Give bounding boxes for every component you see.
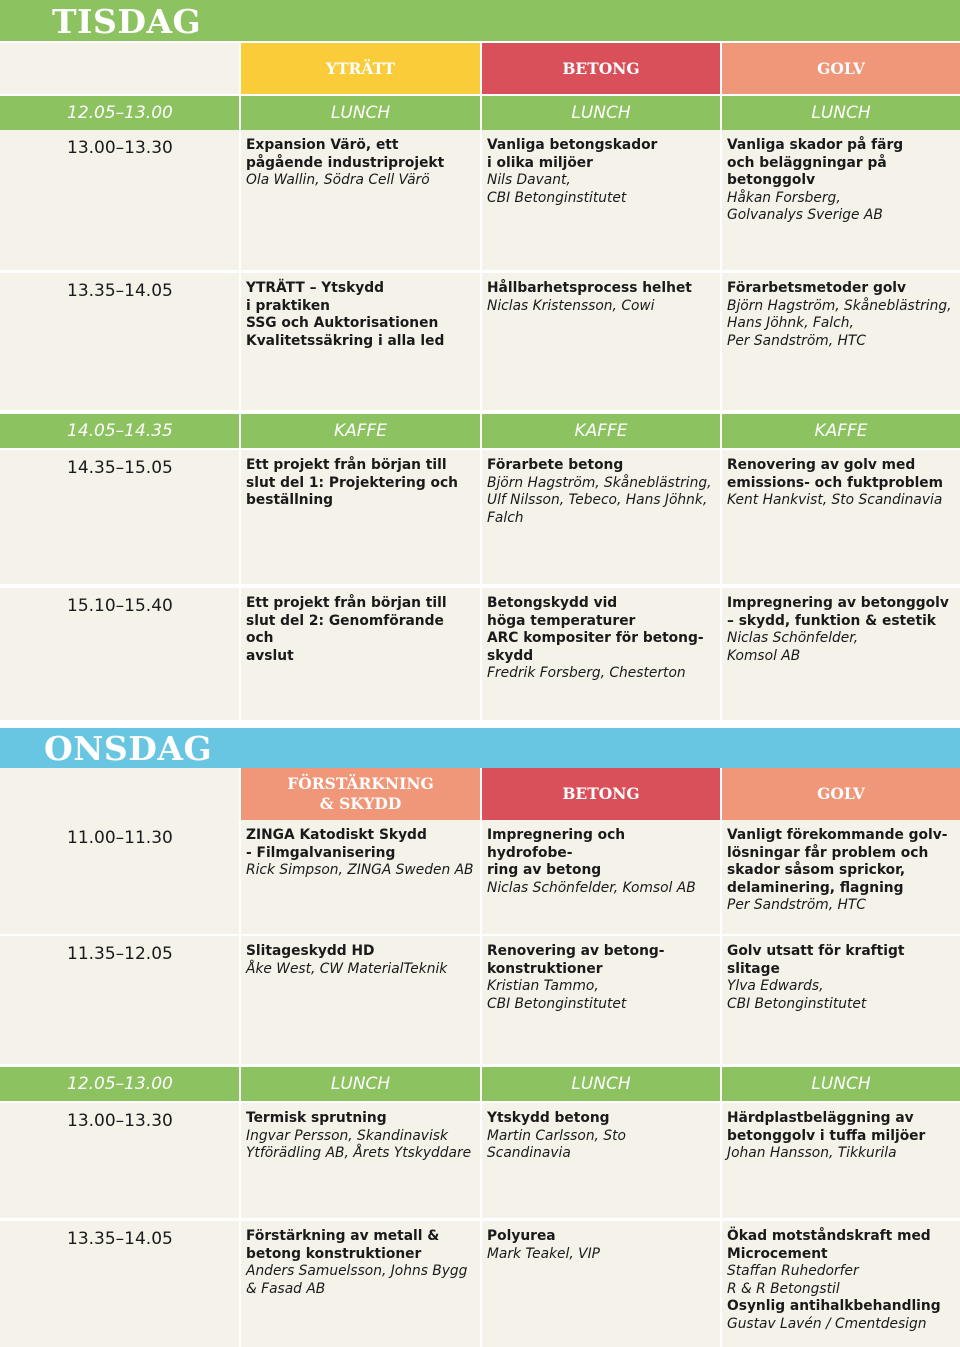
session-row	[0, 820, 960, 934]
speaker-line: CBI Betonginstitutet	[487, 995, 627, 1012]
speaker-line: & Fasad AB	[246, 1280, 326, 1297]
speaker-line: Komsol AB	[727, 647, 801, 664]
session-title-line: Vanliga betongskador	[487, 137, 658, 153]
track-header-line: FÖRSTÄRKNING	[287, 774, 434, 793]
session-title-line: Hållbarhetsprocess helhet	[487, 280, 692, 296]
speaker-line: Ytförädling AB, Årets Ytskyddare	[246, 1145, 472, 1162]
session-title-line: avslut	[246, 647, 294, 664]
session-title-line: Härdplastbeläggning av	[727, 1110, 914, 1126]
header-empty-cell	[0, 768, 241, 820]
session-row	[0, 588, 960, 720]
session-cell	[482, 1103, 722, 1218]
speaker-line: Niclas Schönfelder,	[727, 630, 859, 647]
session-title-line: Förstärkning av metall &	[246, 1228, 440, 1244]
session-cell	[482, 130, 722, 270]
speaker-line: Ylva Edwards,	[727, 978, 824, 995]
speaker-line: Johan Hansson, Tikkurila	[727, 1145, 897, 1162]
session-cell	[241, 130, 482, 270]
track-header-row	[0, 43, 960, 94]
session-cell	[482, 936, 722, 1064]
speaker-line: Åke West, CW MaterialTeknik	[246, 960, 448, 977]
session-title-line: Termisk sprutning	[246, 1110, 387, 1126]
session-title-line: SSG och Auktorisationen	[246, 315, 439, 332]
track-header-forstarkning	[241, 768, 482, 820]
session-row	[0, 273, 960, 410]
speaker-line: Per Sandström, HTC	[727, 897, 866, 914]
session-title-line: – skydd, funktion & estetik	[727, 612, 936, 629]
lunch-label: LUNCH	[482, 96, 722, 130]
session-title-line: Förarbete betong	[487, 457, 624, 473]
session-title-line: skydd	[487, 647, 534, 664]
day-banner-onsdag	[0, 728, 960, 768]
session-title-line: Impregnering och hydrofobe-	[487, 827, 626, 861]
lunch-row	[0, 1067, 960, 1101]
kaffe-label: KAFFE	[482, 414, 722, 448]
speaker-line: Gustav Lavén / Cmentdesign	[727, 1315, 927, 1332]
session-title-line: betong konstruktioner	[246, 1245, 422, 1262]
speaker-line: Golvanalys Sverige AB	[727, 207, 883, 224]
speaker-line: Ulf Nilsson, Tebeco, Hans Jöhnk,	[487, 492, 708, 509]
session-title-line: - Filmgalvanisering	[246, 844, 396, 861]
speaker-line: Anders Samuelsson, Johns Bygg	[246, 1263, 468, 1280]
lunch-label: LUNCH	[241, 96, 482, 130]
speaker-line: Hans Jöhnk, Falch,	[727, 315, 854, 332]
time-slot: 15.10–15.40	[0, 588, 241, 720]
track-header-betong: BETONG	[482, 768, 722, 820]
speaker-line: Björn Hagström, Skåneblästring,	[487, 474, 712, 491]
speaker-line: Rick Simpson, ZINGA Sweden AB	[246, 862, 474, 879]
session-cell	[241, 588, 482, 720]
session-cell	[241, 1103, 482, 1218]
session-title-line: Ökad motståndskraft med	[727, 1228, 931, 1244]
lunch-label: LUNCH	[482, 1067, 722, 1101]
session-title-line: Microcement	[727, 1245, 828, 1262]
session-title-line: Impregnering av betonggolv	[727, 595, 949, 611]
session-row	[0, 450, 960, 584]
session-title-line: beställning	[246, 492, 334, 509]
day-banner-tisdag	[0, 0, 960, 41]
speaker-line: Per Sandström, HTC	[727, 332, 866, 349]
lunch-time: 12.05–13.00	[0, 96, 241, 130]
speaker-line: R & R Betongstil	[727, 1280, 840, 1297]
session-title-line: delaminering, flagning	[727, 879, 904, 896]
session-row	[0, 936, 960, 1064]
day-title: ONSDAG	[44, 729, 213, 768]
speaker-line: Mark Teakel, VIP	[487, 1245, 600, 1262]
session-row	[0, 1103, 960, 1218]
session-title-line: ZINGA Katodiskt Skydd	[246, 827, 427, 843]
speaker-line: Niclas Kristensson, Cowi	[487, 297, 655, 314]
kaffe-label: KAFFE	[241, 414, 482, 448]
time-slot: 11.35–12.05	[0, 936, 241, 1064]
speaker-line: Falch	[487, 509, 524, 526]
session-cell	[722, 273, 960, 410]
kaffe-label: KAFFE	[722, 414, 960, 448]
lunch-label: LUNCH	[241, 1067, 482, 1101]
speaker-line: Ingvar Persson, Skandinavisk	[246, 1127, 448, 1144]
track-header-betong: BETONG	[482, 43, 722, 94]
session-cell	[482, 273, 722, 410]
session-title-line: i olika miljöer	[487, 154, 593, 171]
session-title-line: och beläggningar på	[727, 154, 887, 171]
time-slot: 11.00–11.30	[0, 820, 241, 934]
session-title-line: slut del 2: Genomförande och	[246, 612, 444, 647]
session-title-line: Slitageskydd HD	[246, 943, 375, 959]
speaker-line: Nils Davant,	[487, 172, 571, 189]
track-header-row	[0, 768, 960, 820]
kaffe-row	[0, 414, 960, 448]
session-cell	[241, 936, 482, 1064]
session-cell	[482, 588, 722, 720]
session-cell	[722, 130, 960, 270]
session-cell	[241, 1221, 482, 1347]
time-slot: 13.35–14.05	[0, 1221, 241, 1347]
speaker-line: Kent Hankvist, Sto Scandinavia	[727, 492, 943, 509]
session-title-line: Ytskydd betong	[487, 1110, 610, 1126]
session-title-line: Förarbetsmetoder golv	[727, 280, 907, 296]
lunch-time: 12.05–13.00	[0, 1067, 241, 1101]
session-cell	[482, 1221, 722, 1347]
lunch-label: LUNCH	[722, 96, 960, 130]
day-title: TISDAG	[52, 2, 202, 41]
session-cell	[482, 450, 722, 584]
session-row	[0, 1221, 960, 1347]
session-title-line: Expansion Värö, ett	[246, 137, 399, 153]
session-row	[0, 130, 960, 270]
session-title-line: i praktiken	[246, 297, 331, 314]
session-cell	[722, 1221, 960, 1347]
session-title-line: skador såsom sprickor,	[727, 862, 906, 879]
session-title-line: Ett projekt från början till	[246, 595, 447, 611]
session-title-line: Renovering av betong-	[487, 943, 665, 959]
session-cell	[722, 1103, 960, 1218]
track-header-ytratt: YTRÄTT	[241, 43, 482, 94]
session-title-line: Betongskydd vid	[487, 595, 618, 611]
session-title-line: betonggolv i tuffa miljöer	[727, 1127, 926, 1144]
session-cell	[241, 820, 482, 934]
session-title-line: ring av betong	[487, 862, 602, 879]
speaker-line: Björn Hagström, Skåneblästring,	[727, 297, 952, 314]
speaker-line: Kristian Tammo,	[487, 978, 599, 995]
track-header-golv: GOLV	[722, 43, 960, 94]
speaker-line: CBI Betonginstitutet	[487, 189, 627, 206]
speaker-line: Martin Carlsson, Sto Scandinavia	[487, 1127, 626, 1162]
track-header-golv: GOLV	[722, 768, 960, 820]
session-title-line: ARC kompositer för betong-	[487, 630, 704, 647]
speaker-line: Håkan Forsberg,	[727, 189, 841, 206]
speaker-line: Fredrik Forsberg, Chesterton	[487, 665, 686, 682]
session-title-line: lösningar får problem och	[727, 844, 929, 861]
track-header-line: & SKYDD	[319, 794, 402, 813]
session-title-line: Polyurea	[487, 1228, 556, 1244]
kaffe-time: 14.05–14.35	[0, 414, 241, 448]
session-cell	[722, 936, 960, 1064]
speaker-line: Ola Wallin, Södra Cell Värö	[246, 172, 430, 189]
session-title-line: Kvalitetssäkring i alla led	[246, 332, 445, 349]
session-cell	[241, 273, 482, 410]
session-title-line: Vanliga skador på färg	[727, 137, 904, 153]
session-title-line: Golv utsatt för kraftigt slitage	[727, 943, 905, 977]
session-title-line: YTRÄTT – Ytskydd	[246, 280, 384, 296]
session-title-line: betonggolv	[727, 172, 816, 189]
lunch-label: LUNCH	[722, 1067, 960, 1101]
time-slot: 13.00–13.30	[0, 130, 241, 270]
session-cell	[722, 588, 960, 720]
session-title-line: Vanligt förekommande golv-	[727, 827, 948, 843]
session-title-line: höga temperaturer	[487, 612, 636, 629]
session-title-line: emissions- och fuktproblem	[727, 474, 944, 491]
session-cell	[241, 450, 482, 584]
session-cell	[482, 820, 722, 934]
time-slot: 14.35–15.05	[0, 450, 241, 584]
session-title-line: Osynlig antihalkbehandling	[727, 1298, 941, 1315]
time-slot: 13.35–14.05	[0, 273, 241, 410]
header-empty-cell	[0, 43, 241, 94]
session-title-line: Ett projekt från början till	[246, 457, 447, 473]
session-title-line: pågående industriprojekt	[246, 154, 445, 171]
session-title-line: slut del 1: Projektering och	[246, 474, 458, 491]
speaker-line: Niclas Schönfelder, Komsol AB	[487, 879, 696, 896]
session-title-line: Renovering av golv med	[727, 457, 916, 473]
time-slot: 13.00–13.30	[0, 1103, 241, 1218]
session-cell	[722, 820, 960, 934]
session-title-line: konstruktioner	[487, 960, 603, 977]
session-cell	[722, 450, 960, 584]
speaker-line: Staffan Ruhedorfer	[727, 1263, 859, 1280]
speaker-line: CBI Betonginstitutet	[727, 995, 867, 1012]
lunch-row	[0, 96, 960, 130]
